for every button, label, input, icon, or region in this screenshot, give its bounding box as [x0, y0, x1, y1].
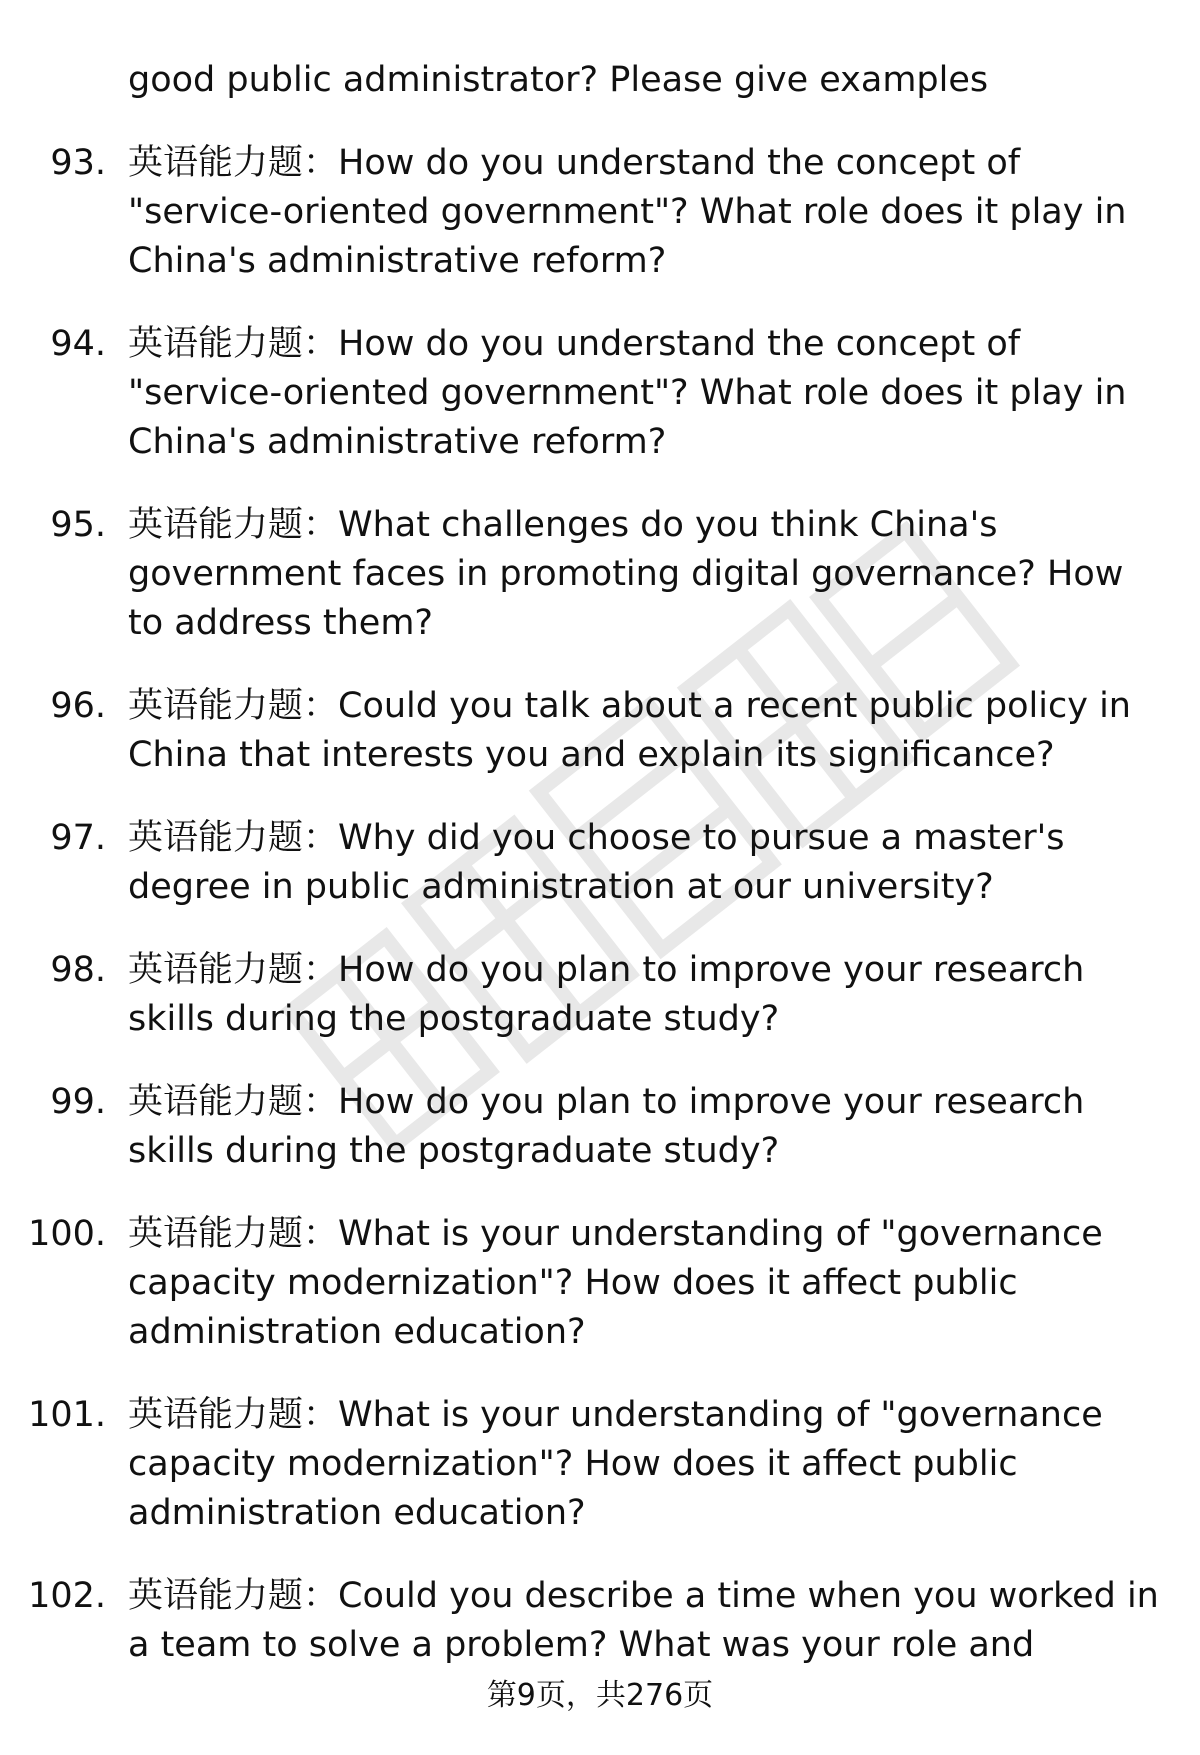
question-text: How do you plan to improve your research skills during the postgraduate study?	[128, 950, 1085, 1039]
list-item	[0, 320, 1200, 467]
question-number: 95.	[50, 505, 106, 545]
question-text: Could you describe a time when you worked in a team to solve a problem? What was your role and	[128, 1576, 1159, 1665]
question-text: What is your understanding of "governance capacity modernization"? How does it affect public administration education?	[128, 1395, 1103, 1533]
question-text: Why did you choose to pursue a master's degree in public administration at our university?	[128, 818, 1065, 907]
question-number: 98.	[50, 950, 106, 990]
question-label: 英语能力题：	[128, 1214, 339, 1254]
list-item	[0, 139, 1200, 286]
question-label: 英语能力题：	[128, 505, 339, 545]
question-label: 英语能力题：	[128, 686, 339, 726]
list-item-continuation	[0, 56, 1200, 105]
question-number: 94.	[50, 324, 106, 364]
question-text: Could you talk about a recent public policy in China that interests you and explain its significance?	[128, 686, 1131, 775]
question-label: 英语能力题：	[128, 324, 339, 364]
question-label: 英语能力题：	[128, 1395, 339, 1435]
list-item	[0, 1078, 1200, 1176]
question-number: 96.	[50, 686, 106, 726]
list-item	[0, 501, 1200, 648]
question-number: 99.	[50, 1082, 106, 1122]
question-label: 英语能力题：	[128, 143, 339, 183]
question-text: What challenges do you think China's government faces in promoting digital governance? How to address them?	[128, 505, 1124, 643]
question-text: What is your understanding of "governance capacity modernization"? How does it affect public administration education?	[128, 1214, 1103, 1352]
question-number: 102.	[28, 1576, 106, 1616]
question-label: 英语能力题：	[128, 950, 339, 990]
question-label: 英语能力题：	[128, 818, 339, 858]
question-text: How do you understand the concept of "service-oriented government"? What role does it play in China's administrative reform?	[128, 324, 1127, 462]
page-footer: 第9页，共276页	[486, 1678, 714, 1713]
list-item	[0, 682, 1200, 780]
list-item	[0, 1572, 1200, 1670]
question-number: 100.	[28, 1214, 106, 1254]
question-label: 英语能力题：	[128, 1576, 339, 1616]
continuation-text: good public administrator? Please give examples	[128, 60, 989, 100]
list-item	[0, 1210, 1200, 1357]
question-list	[0, 56, 1200, 1704]
question-number: 101.	[28, 1395, 106, 1435]
list-item	[0, 814, 1200, 912]
list-item	[0, 946, 1200, 1044]
list-item	[0, 1391, 1200, 1538]
question-text: How do you understand the concept of "service-oriented government"? What role does it play in China's administrative reform?	[128, 143, 1127, 281]
question-number: 93.	[50, 143, 106, 183]
question-label: 英语能力题：	[128, 1082, 339, 1122]
question-text: How do you plan to improve your research skills during the postgraduate study?	[128, 1082, 1085, 1171]
question-number: 97.	[50, 818, 106, 858]
